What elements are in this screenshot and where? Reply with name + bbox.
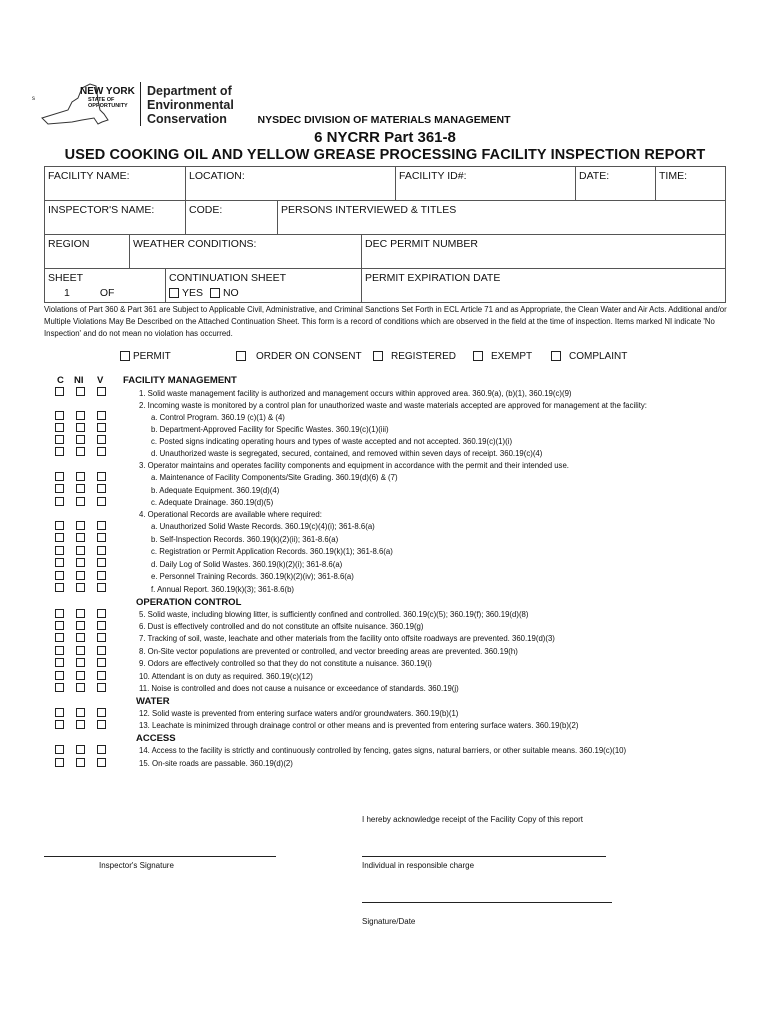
compliance-checkbox[interactable] [55,658,64,667]
compliance-checkbox[interactable] [55,571,64,580]
checkbox-row-8 [55,646,115,656]
violation-checkbox[interactable] [97,447,106,456]
acknowledge-text: I hereby acknowledge receipt of the Facility Copy of this report [362,815,583,824]
violation-checkbox[interactable] [97,720,106,729]
checkbox-row-4c [55,546,115,556]
item-11: 11. Noise is controlled and does not cause a nuisance or exceedance of standards. 360.19(j) [139,684,459,693]
no-inspection-checkbox[interactable] [76,609,85,618]
violation-checkbox[interactable] [97,745,106,754]
no-inspection-checkbox[interactable] [76,497,85,506]
compliance-checkbox[interactable] [55,521,64,530]
permit-expiration-field[interactable]: PERMIT EXPIRATION DATE [361,269,727,302]
violation-checkbox[interactable] [97,671,106,680]
checkbox-row-9 [55,658,115,668]
section-water: WATER [136,696,170,707]
regulation-part: 6 NYCRR Part 361-8 [314,129,456,146]
option-order-on-consent[interactable]: ORDER ON CONSENT [236,351,362,362]
item-8: 8. On-Site vector populations are prevented or controlled, and vector breeding areas are prevented. 360.19(h) [139,647,518,656]
violation-checkbox[interactable] [97,633,106,642]
logo-state-of-opportunity: STATE OF OPPORTUNITY [88,97,128,109]
no-inspection-checkbox[interactable] [76,447,85,456]
option-permit[interactable]: PERMIT [120,351,171,362]
violation-checkbox[interactable] [97,423,106,432]
violation-checkbox[interactable] [97,435,106,444]
checkbox-row-3b [55,484,115,494]
no-inspection-checkbox[interactable] [76,435,85,444]
option-exempt[interactable]: EXEMPT [473,351,532,362]
checkbox-row-2b [55,423,115,433]
violation-checkbox[interactable] [97,571,106,580]
violation-checkbox[interactable] [97,609,106,618]
permit-checkbox[interactable] [120,351,130,361]
continuation-yes-checkbox[interactable] [169,288,179,298]
item-5: 5. Solid waste, including blowing litter, is sufficiently confined and controlled. 360.19(c)(5); 360.19(f); 360.19(d)(8) [139,610,529,619]
checkbox-row-4e [55,571,115,581]
checkbox-row-4b [55,533,115,543]
sheet-field[interactable]: SHEET 1 OF [48,272,115,299]
order-on-consent-checkbox[interactable] [236,351,246,361]
logo-department: Department of Environmental Conservation [147,84,234,126]
no-inspection-checkbox[interactable] [76,708,85,717]
item-7: 7. Tracking of soil, waste, leachate and other materials from the facility onto offsite roadways are prevented. 360.19(d)(3) [139,634,555,643]
facility-name-field[interactable]: FACILITY NAME: [48,170,130,182]
no-inspection-checkbox[interactable] [76,571,85,580]
section-facility-management: FACILITY MANAGEMENT [123,375,237,386]
violation-checkbox[interactable] [97,658,106,667]
item-2c: c. Posted signs indicating operating hours and types of waste accepted and not accepted. 360.19(c)(1)(i) [151,437,513,446]
item-3: 3. Operator maintains and operates facility components and equipment in accordance with the permit and their intended use. [139,461,569,470]
item-3c: c. Adequate Drainage. 360.19(d)(5) [151,498,274,507]
no-inspection-checkbox[interactable] [76,720,85,729]
compliance-checkbox[interactable] [55,583,64,592]
checkbox-row-2a [55,411,115,421]
division-heading: NYSDEC DIVISION OF MATERIALS MANAGEMENT [257,114,511,126]
checkbox-row-4d [55,558,115,568]
item-4c: c. Registration or Permit Application Records. 360.19(k)(1); 361-8.6(a) [151,547,393,556]
item-4e: e. Personnel Training Records. 360.19(k)(2)(iv); 361-8.6(a) [151,572,354,581]
checkbox-row-2d [55,447,115,457]
item-4a: a. Unauthorized Solid Waste Records. 360.19(c)(4)(i); 361-8.6(a) [151,522,375,531]
no-inspection-checkbox[interactable] [76,683,85,692]
item-10: 10. Attendant is on duty as required. 360.19(c)(12) [139,672,313,681]
compliance-checkbox[interactable] [55,683,64,692]
facility-id-field[interactable]: FACILITY ID#: [395,167,575,200]
item-2a: a. Control Program. 360.19 (c)(1) & (4) [151,413,285,422]
column-ni: NI [74,375,84,386]
no-inspection-checkbox[interactable] [76,758,85,767]
violation-checkbox[interactable] [97,387,106,396]
signature-date-line[interactable] [362,902,612,903]
no-inspection-checkbox[interactable] [76,533,85,542]
violation-checkbox[interactable] [97,621,106,630]
registered-checkbox[interactable] [373,351,383,361]
checkbox-row-6 [55,621,115,631]
option-registered[interactable]: REGISTERED [373,351,456,362]
inspector-signature-line[interactable] [44,856,276,857]
no-inspection-checkbox[interactable] [76,521,85,530]
checkbox-row-3a [55,472,115,482]
continuation-sheet-field: CONTINUATION SHEET YES NO [165,269,361,302]
item-13: 13. Leachate is minimized through drainage control or other means and is prevented from entering surface waters. 360.19(b)(2) [139,721,579,730]
checkbox-row-3c [55,497,115,507]
compliance-checkbox[interactable] [55,411,64,420]
item-12: 12. Solid waste is prevented from entering surface waters and/or groundwaters. 360.19(b)(1) [139,709,459,718]
checkbox-row-12 [55,708,115,718]
item-2b: b. Department-Approved Facility for Specific Wastes. 360.19(c)(1)(iii) [151,425,389,434]
logo-new-york: NEW YORK [80,86,135,97]
logo-mark: s [32,96,35,102]
checkbox-row-4f [55,583,115,593]
compliance-checkbox[interactable] [55,633,64,642]
compliance-checkbox[interactable] [55,435,64,444]
no-inspection-checkbox[interactable] [76,411,85,420]
violation-checkbox[interactable] [97,558,106,567]
compliance-checkbox[interactable] [55,708,64,717]
signature-date-label: Signature/Date [362,917,416,926]
date-field[interactable]: DATE: [575,167,655,200]
item-3b: b. Adequate Equipment. 360.19(d)(4) [151,486,280,495]
inspector-signature-label: Inspector's Signature [99,861,174,870]
no-inspection-checkbox[interactable] [76,423,85,432]
item-14: 14. Access to the facility is strictly and continuously controlled by fencing, gates signs, natural barriers, or other suitable means. 360.19(c)(10) [139,746,627,755]
form-row-1 [44,166,726,201]
checkbox-row-2c [55,435,115,445]
section-operation-control: OPERATION CONTROL [136,597,242,608]
compliance-checkbox[interactable] [55,758,64,767]
section-access: ACCESS [136,733,176,744]
violation-checkbox[interactable] [97,546,106,555]
violation-checkbox[interactable] [97,484,106,493]
no-inspection-checkbox[interactable] [76,658,85,667]
violation-checkbox[interactable] [97,758,106,767]
column-c: C [57,375,64,386]
checkbox-row-15 [55,758,115,768]
report-title: USED COOKING OIL AND YELLOW GREASE PROCESSING FACILITY INSPECTION REPORT [64,147,706,163]
item-3a: a. Maintenance of Facility Components/Site Grading. 360.19(d)(6) & (7) [151,473,398,482]
no-inspection-checkbox[interactable] [76,472,85,481]
no-inspection-checkbox[interactable] [76,646,85,655]
continuation-no-checkbox[interactable] [210,288,220,298]
location-field[interactable]: LOCATION: [185,167,395,200]
checkbox-row-4a [55,521,115,531]
violation-checkbox[interactable] [97,708,106,717]
form-row-4 [44,269,726,303]
compliance-checkbox[interactable] [55,646,64,655]
no-inspection-checkbox[interactable] [76,583,85,592]
permit-number-field[interactable]: DEC PERMIT NUMBER [361,235,727,268]
violation-checkbox[interactable] [97,533,106,542]
violations-notice: Violations of Part 360 & Part 361 are Subject to Applicable Civil, Administrative, and Criminal Sanctions Set Forth in ECL Article 71 and as Appropriate, the Clean Water and Air Acts. Additional and/or Multiple Violations May Be Described on the Attached Continuation Sheet. This form is a record of conditions which are observed in the field at the time of inspection. Items marked NI indicate 'No Inspection' and do not mean no violation has occurred. [44,305,727,338]
compliance-checkbox[interactable] [55,745,64,754]
no-inspection-checkbox[interactable] [76,621,85,630]
violation-checkbox[interactable] [97,411,106,420]
item-2: 2. Incoming waste is monitored by a control plan for unauthorized waste and waste materials accepted are approved for management at the facility: [139,401,647,410]
form-row-2 [44,201,726,235]
checkbox-row-1 [55,387,115,397]
compliance-checkbox[interactable] [55,387,64,396]
item-9: 9. Odors are effectively controlled so that they do not constitute a nuisance. 360.19(i) [139,659,432,668]
checkbox-row-14 [55,745,115,755]
checkbox-row-13 [55,720,115,730]
compliance-checkbox[interactable] [55,472,64,481]
item-4f: f. Annual Report. 360.19(k)(3); 361-8.6(b) [151,585,295,594]
violation-checkbox[interactable] [97,497,106,506]
violation-checkbox[interactable] [97,683,106,692]
item-4: 4. Operational Records are available where required: [139,510,322,519]
code-field[interactable]: CODE: [185,201,277,234]
no-inspection-checkbox[interactable] [76,633,85,642]
column-v: V [97,375,104,386]
inspector-name-field[interactable]: INSPECTOR'S NAME: [48,204,155,216]
item-6: 6. Dust is effectively controlled and do not constitute an offsite nuisance. 360.19(g) [139,622,424,631]
compliance-checkbox[interactable] [55,609,64,618]
item-4b: b. Self-Inspection Records. 360.19(k)(2)(ii); 361-8.6(a) [151,535,339,544]
option-complaint[interactable]: COMPLAINT [551,351,627,362]
violation-checkbox[interactable] [97,472,106,481]
item-15: 15. On-site roads are passable. 360.19(d)(2) [139,759,293,768]
no-inspection-checkbox[interactable] [76,671,85,680]
compliance-checkbox[interactable] [55,447,64,456]
persons-interviewed-field[interactable]: PERSONS INTERVIEWED & TITLES [277,201,727,234]
checkbox-row-10 [55,671,115,681]
compliance-checkbox[interactable] [55,423,64,432]
no-inspection-checkbox[interactable] [76,546,85,555]
complaint-checkbox[interactable] [551,351,561,361]
checkbox-row-5 [55,609,115,619]
form-row-3 [44,235,726,269]
region-field[interactable]: REGION [48,238,90,250]
compliance-checkbox[interactable] [55,621,64,630]
exempt-checkbox[interactable] [473,351,483,361]
no-inspection-checkbox[interactable] [76,558,85,567]
violation-checkbox[interactable] [97,646,106,655]
no-inspection-checkbox[interactable] [76,745,85,754]
item-4d: d. Daily Log of Solid Wastes. 360.19(k)(2)(i); 361-8.6(a) [151,560,343,569]
compliance-checkbox[interactable] [55,497,64,506]
individual-signature-label: Individual in responsible charge [362,861,475,870]
compliance-checkbox[interactable] [55,671,64,680]
compliance-checkbox[interactable] [55,546,64,555]
item-2d: d. Unauthorized waste is segregated, secured, contained, and removed within seven days of receipt. 360.19(c)(4) [151,449,543,458]
item-1: 1. Solid waste management facility is authorized and management occurs within approved area. 360.9(a), (b)(1), 360.19(c)(9) [139,389,572,398]
individual-signature-line[interactable] [362,856,606,857]
violation-checkbox[interactable] [97,521,106,530]
compliance-checkbox[interactable] [55,720,64,729]
time-field[interactable]: TIME: [655,167,727,200]
weather-field[interactable]: WEATHER CONDITIONS: [129,235,361,268]
no-inspection-checkbox[interactable] [76,484,85,493]
checkbox-row-7 [55,633,115,643]
compliance-checkbox[interactable] [55,484,64,493]
compliance-checkbox[interactable] [55,533,64,542]
checkbox-row-11 [55,683,115,693]
no-inspection-checkbox[interactable] [76,387,85,396]
violation-checkbox[interactable] [97,583,106,592]
compliance-checkbox[interactable] [55,558,64,567]
